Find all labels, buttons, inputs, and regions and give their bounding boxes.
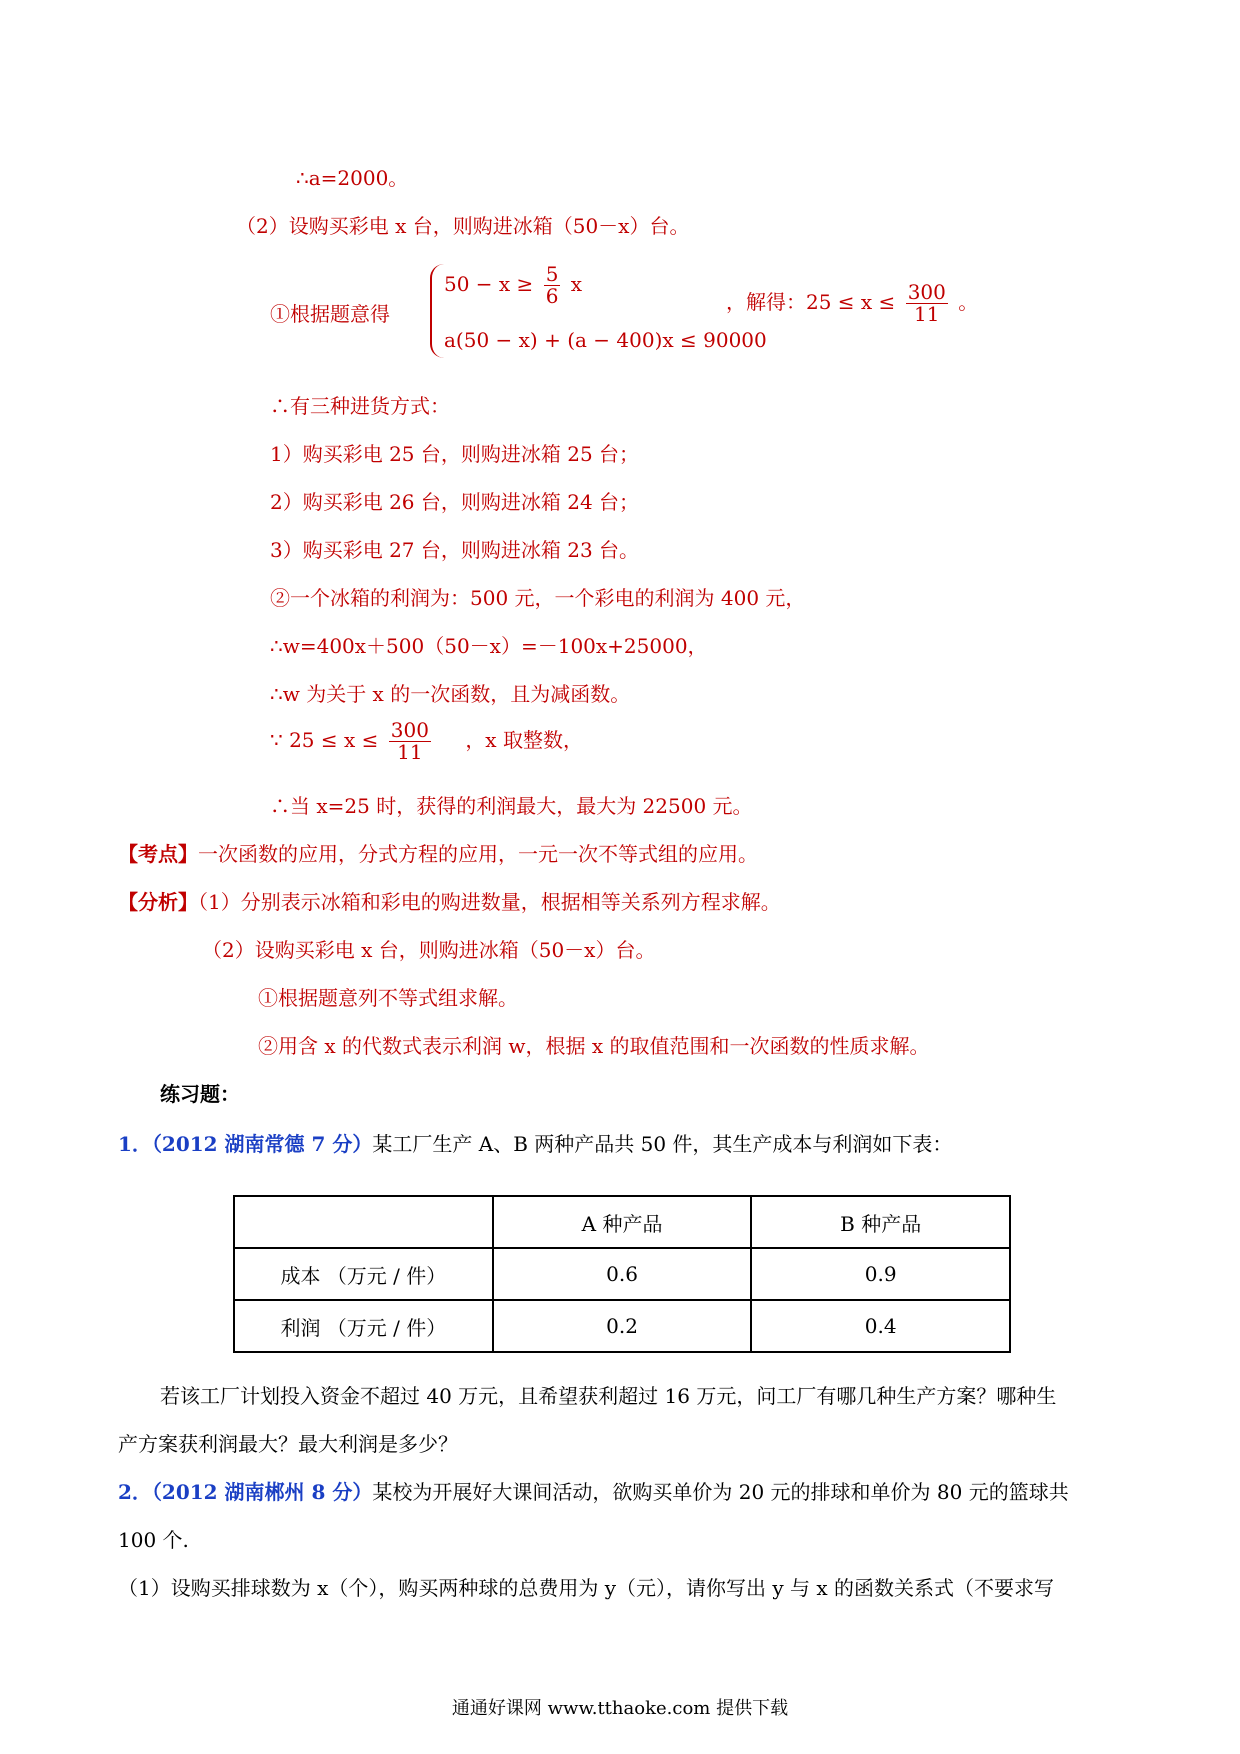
solution-line-4: ∴有三种进货方式：	[270, 394, 450, 418]
q1-source: （2012 湖南常德 7 分）	[151, 1132, 373, 1156]
table-header-cell: A 种产品	[493, 1196, 752, 1248]
q1-number: 1．	[118, 1132, 152, 1156]
q1-follow-line-1: 若该工厂计划投入资金不超过 40 万元，且希望获利超过 16 万元，问工厂有哪几种生产方案？哪种生	[160, 1384, 1057, 1408]
solution-line-1: ∴a=2000。	[296, 166, 409, 190]
q2-number: 2．	[118, 1480, 152, 1504]
solution-line-11	[270, 720, 583, 763]
table-cell: 利润 （万元 / 件）	[234, 1300, 493, 1352]
fenxi-line-3: ①根据题意列不等式组求解。	[258, 986, 518, 1010]
solution-line-12: ∴当 x=25 时，获得的利润最大，最大为 22500 元。	[270, 794, 753, 818]
table-header-cell: B 种产品	[751, 1196, 1010, 1248]
fraction-numerator: 300	[390, 718, 429, 742]
kaodian-line	[118, 838, 758, 867]
question-1	[118, 1128, 952, 1157]
inequality-1	[444, 264, 582, 307]
solution-line-5: 1）购买彩电 25 台，则购进冰箱 25 台；	[270, 442, 640, 466]
table-cell: 0.9	[751, 1248, 1010, 1300]
fraction-5-6	[544, 264, 561, 307]
fenxi-line-2: （2）设购买彩电 x 台，则购进冰箱（50－x）台。	[202, 938, 656, 962]
solution-end: 。	[958, 290, 979, 314]
table-header-cell	[234, 1196, 493, 1248]
table-row	[234, 1300, 1010, 1352]
q1-follow-line-2: 产方案获利润最大？最大利润是多少？	[118, 1432, 458, 1456]
ineq1-right: x	[570, 272, 583, 296]
fenxi-line	[118, 886, 781, 915]
table-cell: 成本 （万元 / 件）	[234, 1248, 493, 1300]
fraction-denominator: 6	[545, 284, 559, 308]
solution-text: ，解得：25 ≤ x ≤	[726, 290, 896, 314]
q1-text: 某工厂生产 A、B 两种产品共 50 件，其生产成本与利润如下表：	[372, 1132, 953, 1156]
l11-suffix: ，x 取整数，	[465, 728, 583, 752]
q2-source: （2012 湖南郴州 8 分）	[151, 1480, 373, 1504]
fenxi-text: （1）分别表示冰箱和彩电的购进数量，根据相等关系列方程求解。	[198, 890, 781, 914]
table-cell: 0.4	[751, 1300, 1010, 1352]
table-row	[234, 1248, 1010, 1300]
l11-prefix: ∵ 25 ≤ x ≤	[270, 728, 379, 752]
table-cell: 0.6	[493, 1248, 752, 1300]
q2-subquestion-1: （1）设购买排球数为 x（个），购买两种球的总费用为 y（元），请你写出 y 与 x 的函数关系式（不要求写	[118, 1576, 1055, 1600]
inequality-2: a(50 − x) + (a − 400)x ≤ 90000	[444, 328, 767, 352]
fenxi-line-4: ②用含 x 的代数式表示利润 w，根据 x 的取值范围和一次函数的性质求解。	[258, 1034, 930, 1058]
solution-line-8: ②一个冰箱的利润为：500 元，一个彩电的利润为 400 元，	[270, 586, 806, 610]
q2-text-line-2: 100 个.	[118, 1528, 189, 1552]
q2-text: 某校为开展好大课间活动，欲购买单价为 20 元的排球和单价为 80 元的篮球共	[372, 1480, 1069, 1504]
fraction-numerator: 5	[545, 262, 559, 286]
fraction-denominator: 11	[397, 740, 423, 764]
fraction-numerator: 300	[907, 280, 946, 304]
practice-title: 练习题：	[160, 1082, 240, 1106]
system-solution	[726, 282, 978, 325]
question-2	[118, 1476, 1069, 1505]
inequality-system	[430, 262, 767, 360]
brace-symbol	[430, 264, 444, 358]
cost-profit-table	[233, 1195, 1011, 1353]
kaodian-text: 一次函数的应用，分式方程的应用，一元一次不等式组的应用。	[198, 842, 758, 866]
page-footer: 通通好课网 www.tthaoke.com 提供下载	[451, 1698, 789, 1719]
ineq1-left: 50 − x ≥	[444, 272, 534, 296]
table-header-row	[234, 1196, 1010, 1248]
fenxi-label: 【分析】	[118, 890, 198, 914]
fraction-300-11-b	[389, 720, 431, 763]
solution-line-10: ∴w 为关于 x 的一次函数，且为减函数。	[270, 682, 631, 706]
kaodian-label: 【考点】	[118, 842, 198, 866]
solution-line-9: ∴w=400x＋500（50－x）=－100x+25000，	[270, 634, 708, 658]
solution-line-7: 3）购买彩电 27 台，则购进冰箱 23 台。	[270, 538, 640, 562]
solution-line-2: （2）设购买彩电 x 台，则购进冰箱（50－x）台。	[236, 214, 690, 238]
system-intro: ①根据题意得	[270, 302, 390, 326]
solution-line-6: 2）购买彩电 26 台，则购进冰箱 24 台；	[270, 490, 640, 514]
fraction-300-11	[906, 282, 948, 325]
table-cell: 0.2	[493, 1300, 752, 1352]
fraction-denominator: 11	[914, 302, 940, 326]
